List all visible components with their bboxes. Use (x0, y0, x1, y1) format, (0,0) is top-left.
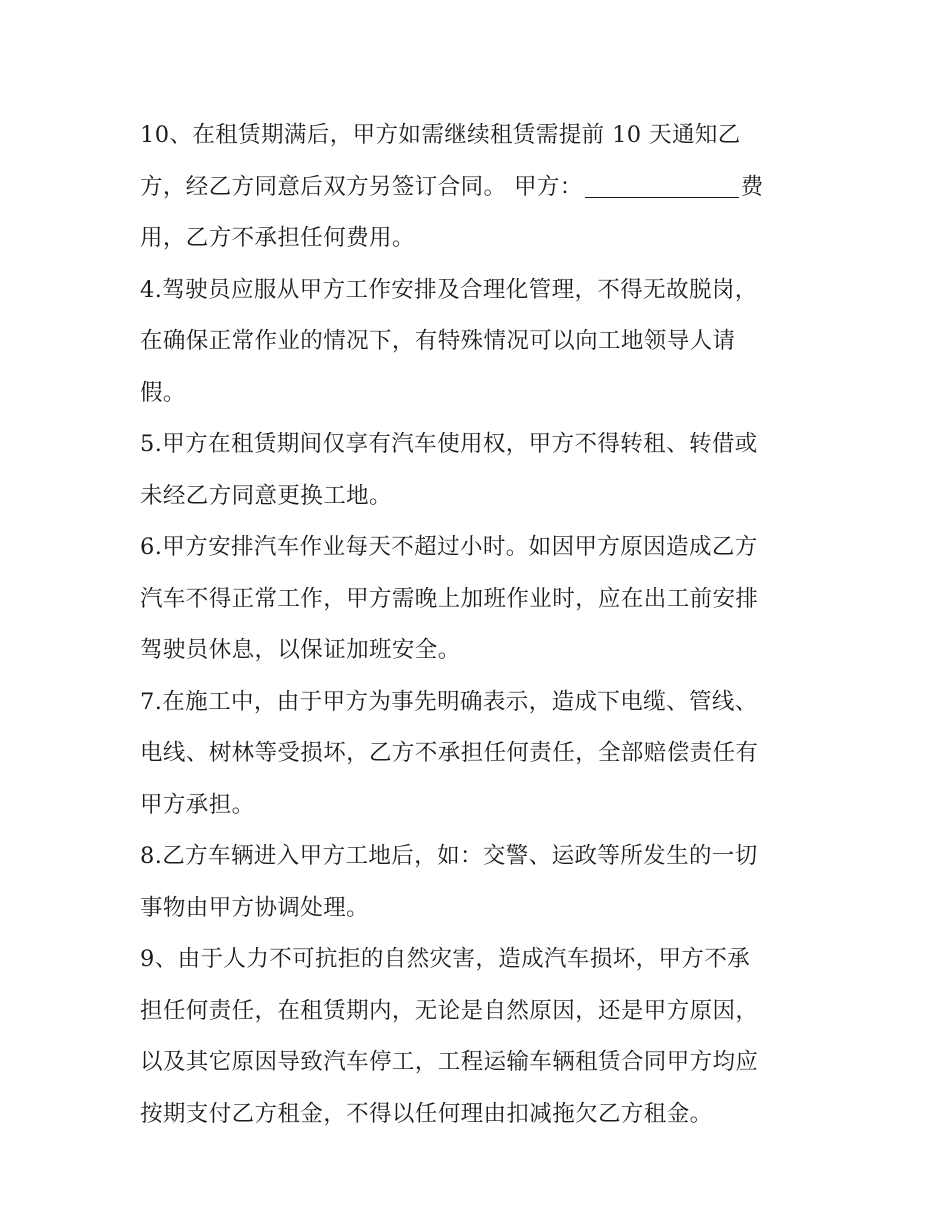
clause-5 (140, 419, 820, 522)
text-line: 汽车不得正常工作，甲方需晚上加班作业时，应在出工前安排 (140, 585, 759, 612)
clause-8 (140, 831, 820, 934)
text-line: 驾驶员休息，以保证加班安全。 (140, 637, 461, 663)
text-line: 甲方承担。 (140, 791, 255, 818)
text-segment: 方，经乙方同意后双方另签订合同。 甲方： (140, 173, 583, 200)
clause-4 (140, 265, 820, 420)
text-line: 7.在施工中，由于甲方为事先明确表示，造成下电缆、管线、 (140, 688, 758, 715)
clause-9 (140, 934, 820, 1140)
text-line: 5.甲方在租赁期间仅享有汽车使用权，甲方不得转租、转借或 (140, 431, 758, 457)
text-line: 按期支付乙方租金，不得以任何理由扣减拖欠乙方租金。 (140, 1100, 713, 1127)
clause-10 (140, 110, 820, 265)
clause-7 (140, 677, 820, 832)
text-line: 假。 (140, 379, 186, 406)
text-line-with-blank (140, 162, 820, 214)
text-line: 10、在租赁期满后，甲方如需继续租赁需提前 10 天通知乙 (140, 122, 741, 148)
text-line: 以及其它原因导致汽车停工，工程运输车辆租赁合同甲方均应 (140, 1049, 759, 1075)
text-line: 4.驾驶员应服从甲方工作安排及合理化管理，不得无故脱岗， (140, 276, 758, 303)
fill-in-blank (585, 195, 739, 198)
text-line: 用，乙方不承担任何费用。 (140, 225, 415, 251)
text-segment: 费 (740, 173, 764, 200)
document-body (140, 110, 820, 1140)
text-line: 未经乙方同意更换工地。 (140, 482, 392, 509)
text-line: 9、由于人力不可抗拒的自然灾害，造成汽车损坏，甲方不承 (140, 946, 751, 972)
text-line: 6.甲方安排汽车作业每天不超过小时。如因甲方原因造成乙方 (140, 534, 758, 560)
clause-6 (140, 522, 820, 677)
text-line: 电线、树林等受损坏，乙方不承担任何责任，全部赔偿责任有 (140, 740, 759, 766)
text-line: 在确保正常作业的情况下，有特殊情况可以向工地领导人请 (140, 328, 736, 354)
text-line: 8.乙方车辆进入甲方工地后，如：交警、运政等所发生的一切 (140, 843, 758, 869)
text-line: 担任何责任，在租赁期内，无论是自然原因，还是甲方原因， (140, 997, 759, 1024)
text-line: 事物由甲方协调处理。 (140, 894, 370, 921)
